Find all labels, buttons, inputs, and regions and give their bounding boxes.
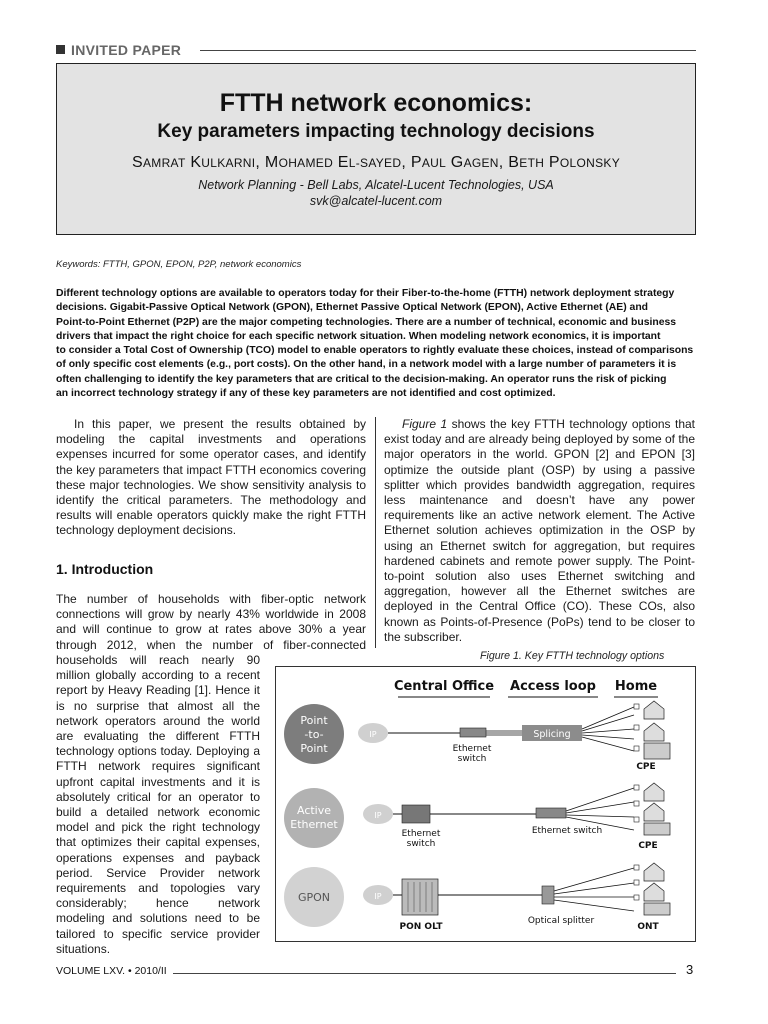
cpe-icon (634, 817, 639, 822)
column-rule (375, 417, 376, 648)
figure-description-text: shows the key FTTH technology options that exist today and are already being deployed by some of the major operators in the world. GPON [2] and EPON [3] optimize the outside plant (OSP) by using a passive splitter which provides bandwidth aggregation, requires less maintenance and doesn’t have any power requirements like an active network element. The Active Ethernet solution achieves optimization in the OSP by using an Ethernet switch for aggregation, but requires hardened cabinets and remote power supply. The Point-to-point solution also uses Ethernet switching and aggregation, however all the Ethernet switches are deployed in the Central Office (CO). These COs, also known as Points-of-Presence (PoPs) tend to be closer to the subscriber. (384, 417, 695, 644)
section-heading: 1. Introduction (56, 561, 154, 577)
cpe-icon (634, 801, 639, 806)
ethernet-switch-icon (460, 728, 486, 737)
apartment-building-icon (644, 743, 670, 759)
footer-volume: VOLUME LXV. • 2010/II (56, 965, 167, 977)
cpe-icon (634, 725, 639, 730)
row3-device2: Optical splitter (527, 916, 595, 926)
row3-cloud-label: IP (374, 892, 382, 901)
apartment-building-icon (644, 823, 670, 835)
row1-device1-line1: Ethernet (452, 744, 492, 754)
row2-device1-line2: switch (406, 839, 436, 849)
row2-device1-line1: Ethernet (401, 829, 441, 839)
ethernet-switch-icon (536, 808, 566, 818)
ethernet-switch-icon (402, 805, 430, 823)
figure-1-diagram (275, 666, 696, 942)
author-list: SAMRAT KULKARNI, MOHAMED EL-SAYED, PAUL GAGEN, BETH POLONSKY (131, 154, 621, 171)
row1-label-line1: Point (300, 714, 328, 727)
title-box (56, 63, 696, 235)
author-name: PAUL GAGEN (410, 154, 499, 171)
paper-title: FTTH network economics: (219, 89, 533, 117)
affiliation: Network Planning - Bell Labs, Alcatel-Lucent Technologies, USA (198, 178, 554, 192)
section-label-text: INVITED PAPER (71, 42, 182, 58)
introduction-text-narrow (56, 653, 260, 957)
left-column-intro (56, 417, 366, 539)
row1-cloud-label: IP (369, 730, 377, 739)
row1-endpoint: CPE (636, 762, 656, 772)
row3-endpoint: ONT (637, 922, 659, 932)
figure-caption: Figure 1. Key FTTH technology options (480, 650, 665, 662)
row2-label-line2: Ethernet (290, 818, 338, 831)
row2-label-line1: Active (296, 804, 332, 817)
introduction-paragraph-cont: households will reach nearly 90 million globally according to a recent report by Heavy Reading [1]. Hence it is no surprise that almost all the network operators around the world are evaluating the different FTTH technology options today. Deploying a FTTH network requires significant upfront capital investments and it is absolutely critical for an operator to build a detailed network economic model and pick the right technology that optimizes their capital expenses, operations expenses and payback period. Service Provider network requirements and topologies vary considerably; hence network modeling and solutions need to be tailored to specific service provider situations. (56, 653, 260, 956)
page-number: 3 (686, 962, 694, 977)
abstract (56, 287, 696, 401)
cpe-icon (634, 785, 639, 790)
ont-icon (634, 865, 639, 870)
cpe-icon (634, 746, 639, 751)
abstract-line: Point-to-Point Ethernet (P2P) are the major competing technologies. There are a number of technical, economic and business (56, 316, 677, 328)
introduction-text-wide (56, 592, 366, 653)
abstract-line: to consider a Total Cost of Ownership (TCO) model to enable operators to rightly evaluate these choices, instead of comparisons (56, 345, 694, 357)
optical-splitter-icon (542, 886, 554, 904)
author-name: SAMRAT KULKARNI (131, 154, 256, 171)
row2-endpoint: CPE (638, 841, 658, 851)
row1-device2: Splicing (533, 729, 571, 740)
abstract-line: decisions. Gigabit-Passive Optical Network (GPON), Ethernet Passive Optical Network (EPON), Active Ethernet (AE) and (56, 302, 649, 314)
abstract-line: often challenging to identify the key parameters that are critical to the decision-making. An operator runs the risk of picking (56, 373, 667, 385)
row2-device2: Ethernet switch (531, 826, 603, 836)
ont-icon (634, 895, 639, 900)
row3-label-line1: GPON (297, 891, 331, 904)
abstract-line: drivers that impact the right choice for each specific network situation. When modeling network economics, it is important (56, 330, 661, 342)
author-name: MOHAMED EL-SAYED (264, 154, 402, 171)
cpe-icon (634, 704, 639, 709)
email-address: svk@alcatel-lucent.com (309, 194, 443, 208)
column-heading-central-office: Central Office (393, 679, 495, 694)
figure-reference: Figure 1 (402, 417, 448, 431)
ont-icon (634, 880, 639, 885)
house-icon (644, 701, 664, 719)
row3-device1: PON OLT (399, 922, 443, 932)
row1-device1-line2: switch (457, 754, 487, 764)
right-column (384, 417, 695, 645)
figure-description-paragraph (384, 417, 695, 645)
abstract-line: Different technology options are available to operators today for their Fiber-to-the-home (FTTH) network deployment strategy (56, 288, 675, 299)
square-bullet-icon (56, 45, 65, 54)
intro-paragraph: In this paper, we present the results obtained by modeling the capital investments and operations expenses incurred for some operator cases, and identify the key parameters that impact FTTH economics covering these major technologies. We show sensitivity analysis to identify the critical parameters. The methodology and results will enable operators quickly make the right FTTH technology deployment decisions. (56, 417, 366, 538)
house-icon (644, 723, 664, 741)
column-heading-home: Home (614, 679, 658, 694)
header-rule (200, 50, 696, 51)
keywords: Keywords: FTTH, GPON, EPON, P2P, network economics (56, 259, 302, 270)
column-heading-access-loop: Access loop (510, 679, 596, 694)
house-icon (644, 883, 664, 901)
author-name: BETH POLONSKY (508, 154, 621, 171)
house-icon (644, 783, 664, 801)
section-label (56, 42, 181, 58)
abstract-line: of only specific cost elements (e.g., port costs). On the other hand, in a network model with a large number of parameters it is (56, 359, 677, 371)
house-icon (644, 863, 664, 881)
footer-rule (173, 973, 676, 974)
house-icon (644, 803, 664, 821)
row1-label-line3: Point (300, 742, 328, 755)
row1-label-line2: -to- (304, 728, 324, 741)
abstract-line: an incorrect technology strategy if any of these key parameters are not identified and cost optimized. (56, 388, 556, 400)
apartment-building-icon (644, 903, 670, 915)
row2-cloud-label: IP (374, 811, 382, 820)
paper-subtitle: Key parameters impacting technology decisions (157, 121, 595, 142)
introduction-paragraph-start: The number of households with fiber-optic network connections will grow by nearly 43% worldwide in 2008 and will continue to grow at rates above 30% a year through 2012, when the number of fiber-connected (56, 592, 366, 652)
